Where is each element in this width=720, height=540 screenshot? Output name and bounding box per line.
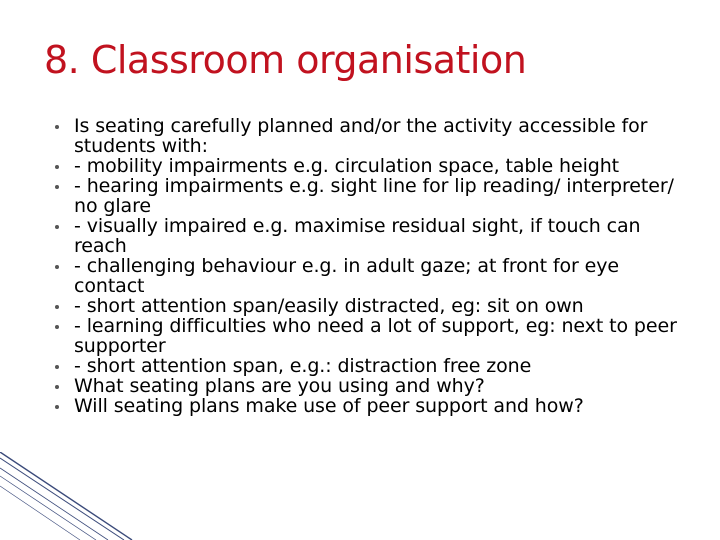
bullet-list <box>52 116 692 416</box>
bullet-dot-icon <box>55 305 59 309</box>
bullet-dot-icon <box>55 385 59 389</box>
bullet-item <box>52 296 692 316</box>
bullet-text: Is seating carefully planned and/or the activity accessible for students with: <box>74 115 648 157</box>
bullet-text: - hearing impairments e.g. sight line for lip reading/ interpreter/ no glare <box>74 175 674 217</box>
bullet-item <box>52 216 692 256</box>
bullet-dot-icon <box>55 365 59 369</box>
bullet-text: - short attention span/easily distracted, eg: sit on own <box>74 295 584 317</box>
bullet-item <box>52 316 692 356</box>
bullet-item <box>52 256 692 296</box>
bullet-text: - learning difficulties who need a lot of support, eg: next to peer supporter <box>74 315 677 357</box>
bullet-text: Will seating plans make use of peer support and how? <box>74 395 584 417</box>
bullet-dot-icon <box>55 265 59 269</box>
bullet-text: - visually impaired e.g. maximise residual sight, if touch can reach <box>74 215 641 257</box>
bullet-dot-icon <box>55 225 59 229</box>
bullet-item <box>52 356 692 376</box>
bullet-dot-icon <box>55 325 59 329</box>
bullet-text: - challenging behaviour e.g. in adult gaze; at front for eye contact <box>74 255 619 297</box>
bullet-item <box>52 176 692 216</box>
bullet-dot-icon <box>55 185 59 189</box>
bullet-text: - mobility impairments e.g. circulation space, table height <box>74 155 620 177</box>
slide-title: 8. Classroom organisation <box>44 38 527 82</box>
bullet-item <box>52 376 692 396</box>
corner-decoration <box>0 452 140 540</box>
bullet-text: - short attention span, e.g.: distraction free zone <box>74 355 532 377</box>
bullet-text: What seating plans are you using and why? <box>74 375 485 397</box>
bullet-dot-icon <box>55 125 59 129</box>
bullet-dot-icon <box>55 165 59 169</box>
bullet-item <box>52 156 692 176</box>
bullet-dot-icon <box>55 405 59 409</box>
bullet-item <box>52 116 692 156</box>
bullet-item <box>52 396 692 416</box>
